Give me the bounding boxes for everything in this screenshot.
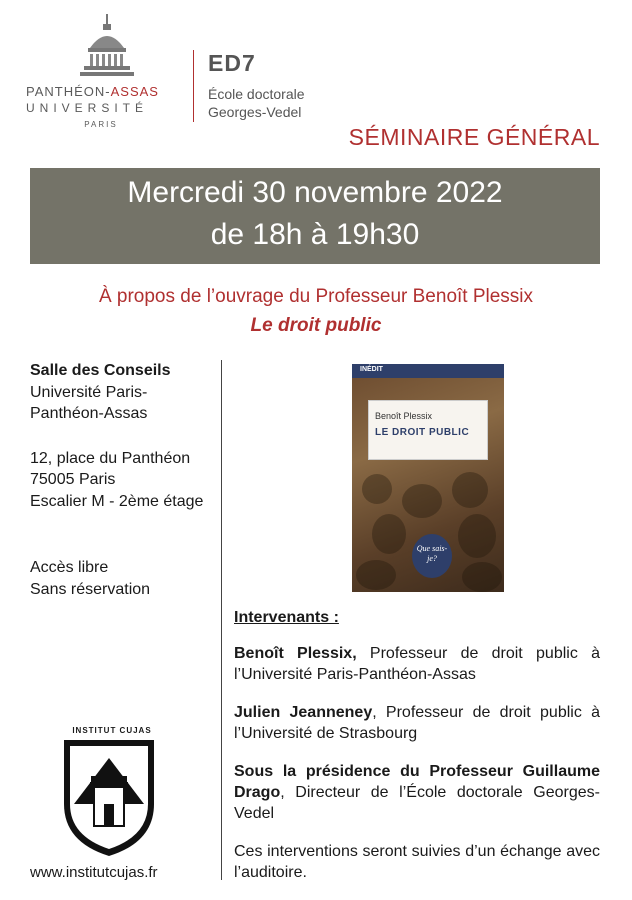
ed-name-line1: École doctorale — [208, 86, 305, 102]
date-banner — [30, 168, 600, 264]
chair-entry — [234, 761, 600, 824]
address-line3: Escalier M - 2ème étage — [30, 493, 204, 510]
access-line1: Accès libre — [30, 559, 109, 576]
time-line: de 18h à 19h30 — [210, 218, 420, 251]
speaker-entry — [234, 702, 600, 744]
venue-name: Salle des Conseils — [30, 362, 171, 379]
ed-name-line2: Georges-Vedel — [208, 104, 302, 120]
ed-code: ED7 — [208, 50, 256, 76]
column-divider — [221, 360, 222, 880]
university-logo — [26, 14, 176, 129]
series-badge: Que sais-je? — [412, 534, 452, 578]
speaker-description: Professeur de droit public à l’Université Paris-Panthéon-Assas — [234, 645, 601, 683]
book-title: Le droit public — [250, 315, 382, 336]
speakers-heading: Intervenants : — [234, 609, 339, 626]
cujas-url-link[interactable]: www.institutcujas.fr — [30, 864, 158, 881]
pantheon-dome-icon — [78, 14, 136, 78]
speaker-name: Benoît Plessix, — [234, 645, 357, 662]
venue-line2: Panthéon-Assas — [30, 405, 148, 422]
access-line2: Sans réservation — [30, 581, 151, 598]
speaker-name: Julien Jeanneney — [234, 704, 373, 721]
header-divider — [193, 50, 194, 122]
chair-description: , Directeur de l’École doctorale Georges-Vedel — [234, 784, 600, 822]
book-cover-title: LE DROIT PUBLIC — [375, 427, 470, 438]
logo-text-line3: PARIS — [84, 120, 118, 129]
book-cover — [352, 364, 504, 592]
speaker-description: , Professeur de droit public à l’Université de Strasbourg — [234, 704, 600, 742]
seminar-title: SÉMINAIRE GÉNÉRAL — [348, 124, 600, 150]
chair-name: Sous la présidence du Professeur Guillaume Drago — [234, 763, 600, 801]
date-line: Mercredi 30 novembre 2022 — [127, 176, 503, 209]
venue-line1: Université Paris- — [30, 384, 148, 401]
cujas-label: INSTITUT CUJAS — [72, 726, 152, 735]
book-badge: INÉDIT — [360, 366, 383, 373]
book-title-panel — [368, 400, 488, 460]
book-author: Benoît Plessix — [375, 411, 433, 421]
address-line2: 75005 Paris — [30, 471, 116, 488]
subject-line: À propos de l’ouvrage du Professeur Benoît Plessix — [98, 286, 534, 307]
cujas-shield-icon — [60, 734, 158, 858]
logo-text-line2: UNIVERSITÉ — [26, 101, 149, 115]
closing-note: Ces interventions seront suivies d’un échange avec l’auditoire. — [234, 843, 600, 881]
address-line1: 12, place du Panthéon — [30, 450, 191, 467]
speaker-entry — [234, 643, 600, 685]
logo-text-line1: PANTHÉON-ASSAS — [26, 84, 159, 99]
